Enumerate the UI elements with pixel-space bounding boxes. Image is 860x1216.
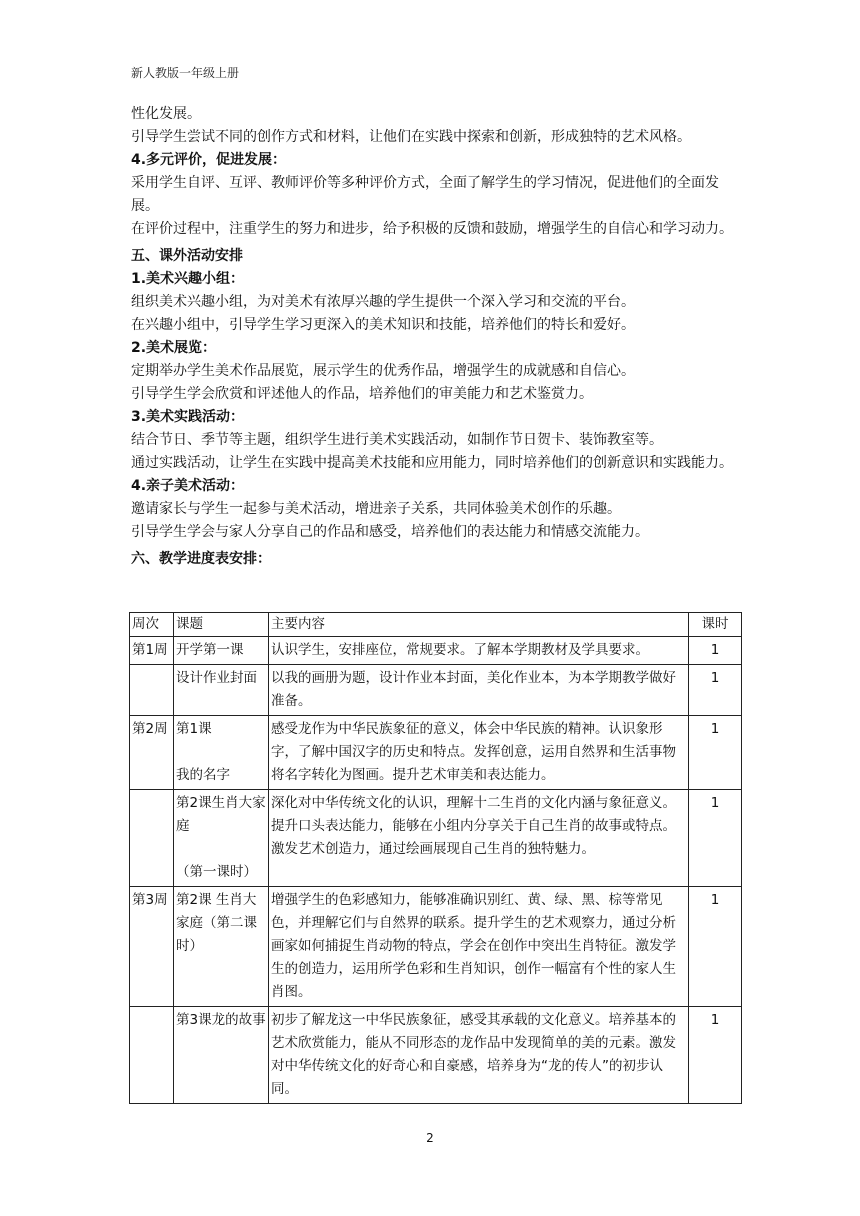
content-cell: 初步了解龙这一中华民族象征，感受其承载的文化意义。培养基本的艺术欣赏能力，能从不同形态的龙作品中发现简单的美的元素。激发对中华传统文化的好奇心和自豪感，培养身为“龙的传人”的初步认同。 bbox=[269, 1007, 689, 1104]
hours-cell: 1 bbox=[689, 637, 742, 665]
content-cell: 深化对中华传统文化的认识，理解十二生肖的文化内涵与象征意义。提升口头表达能力，能够在小组内分享关于自己生肖的故事或特点。激发艺术创造力，通过绘画展现自己生肖的独特魅力。 bbox=[269, 790, 689, 887]
paragraph: 采用学生自评、互评、教师评价等多种评价方式，全面了解学生的学习情况，促进他们的全面发展。 bbox=[131, 175, 719, 214]
paragraph: 在兴趣小组中，引导学生学习更深入的美术知识和技能，培养他们的特长和爱好。 bbox=[131, 317, 635, 333]
header-content: 主要内容 bbox=[269, 613, 689, 637]
header-hours: 课时 bbox=[689, 613, 742, 637]
title-cell: 设计作业封面 bbox=[174, 665, 269, 716]
table-row bbox=[130, 887, 742, 1007]
week-cell bbox=[130, 665, 174, 716]
section-heading: 1.美术兴趣小组： bbox=[131, 271, 245, 287]
week-cell bbox=[130, 1007, 174, 1104]
week-cell: 第1周 bbox=[130, 637, 174, 665]
chapter-heading: 六、教学进度表安排： bbox=[131, 551, 271, 567]
title-cell bbox=[174, 716, 269, 790]
paragraph: 结合节日、季节等主题，组织学生进行美术实践活动，如制作节日贺卡、装饰教室等。 bbox=[131, 432, 663, 448]
title-cell: 开学第一课 bbox=[174, 637, 269, 665]
hours-cell: 1 bbox=[689, 790, 742, 887]
content-cell: 感受龙作为中华民族象征的意义，体会中华民族的精神。认识象形字，了解中国汉字的历史和特点。发挥创意，运用自然界和生活事物将名字转化为图画。提升艺术审美和表达能力。 bbox=[269, 716, 689, 790]
paragraph: 通过实践活动，让学生在实践中提高美术技能和应用能力，同时培养他们的创新意识和实践能力。 bbox=[131, 455, 733, 471]
table-row bbox=[130, 665, 742, 716]
hours-cell: 1 bbox=[689, 887, 742, 1007]
title-cell: 第2课 生肖大家庭（第二课时） bbox=[174, 887, 269, 1007]
header-title: 课题 bbox=[174, 613, 269, 637]
title-cell bbox=[174, 790, 269, 887]
table-header-row bbox=[130, 613, 742, 637]
paragraph: 组织美术兴趣小组，为对美术有浓厚兴趣的学生提供一个深入学习和交流的平台。 bbox=[131, 294, 635, 310]
section-heading: 2.美术展览： bbox=[131, 340, 217, 356]
lesson-number: 第1课 bbox=[176, 721, 212, 737]
lesson-name: 我的名字 bbox=[176, 767, 230, 783]
paragraph: 性化发展。 bbox=[131, 106, 201, 122]
chapter-heading: 五、课外活动安排 bbox=[131, 248, 243, 264]
hours-cell: 1 bbox=[689, 716, 742, 790]
schedule-table bbox=[129, 612, 742, 1104]
paragraph: 引导学生学会与家人分享自己的作品和感受，培养他们的表达能力和情感交流能力。 bbox=[131, 524, 649, 540]
section-heading: 4.多元评价，促进发展： bbox=[131, 152, 287, 168]
hours-cell: 1 bbox=[689, 1007, 742, 1104]
paragraph: 邀请家长与学生一起参与美术活动，增进亲子关系，共同体验美术创作的乐趣。 bbox=[131, 501, 621, 517]
paragraph: 定期举办学生美术作品展览，展示学生的优秀作品，增强学生的成就感和自信心。 bbox=[131, 363, 635, 379]
table-row bbox=[130, 1007, 742, 1104]
paragraph: 在评价过程中，注重学生的努力和进步，给予积极的反馈和鼓励，增强学生的自信心和学习动力。 bbox=[131, 221, 733, 237]
content-cell: 以我的画册为题，设计作业本封面，美化作业本，为本学期教学做好准备。 bbox=[269, 665, 689, 716]
paragraph: 引导学生学会欣赏和评述他人的作品，培养他们的审美能力和艺术鉴赏力。 bbox=[131, 386, 593, 402]
page-header: 新人教版一年级上册 bbox=[131, 66, 240, 80]
table-row bbox=[130, 637, 742, 665]
content-cell: 增强学生的色彩感知力，能够准确识别红、黄、绿、黑、棕等常见色，并理解它们与自然界的联系。提升学生的艺术观察力，通过分析画家如何捕捉生肖动物的特点，学会在创作中突出生肖特征。激发学生的创造力，运用所学色彩和生肖知识，创作一幅富有个性的家人生肖图。 bbox=[269, 887, 689, 1007]
content-cell: 认识学生，安排座位，常规要求。了解本学期教材及学具要求。 bbox=[269, 637, 689, 665]
section-heading: 3.美术实践活动： bbox=[131, 409, 245, 425]
paragraph: 引导学生尝试不同的创作方式和材料，让他们在实践中探索和创新，形成独特的艺术风格。 bbox=[131, 129, 691, 145]
header-week: 周次 bbox=[130, 613, 174, 637]
lesson-name: 第2课生肖大家庭 bbox=[176, 795, 266, 834]
week-cell bbox=[130, 790, 174, 887]
week-cell: 第3周 bbox=[130, 887, 174, 1007]
table-row bbox=[130, 790, 742, 887]
lesson-session: （第一课时） bbox=[176, 864, 257, 880]
hours-cell: 1 bbox=[689, 665, 742, 716]
page-number: 2 bbox=[426, 1131, 434, 1145]
body-text bbox=[131, 103, 741, 571]
table-row bbox=[130, 716, 742, 790]
week-cell: 第2周 bbox=[130, 716, 174, 790]
title-cell: 第3课龙的故事 bbox=[174, 1007, 269, 1104]
section-heading: 4.亲子美术活动： bbox=[131, 478, 245, 494]
